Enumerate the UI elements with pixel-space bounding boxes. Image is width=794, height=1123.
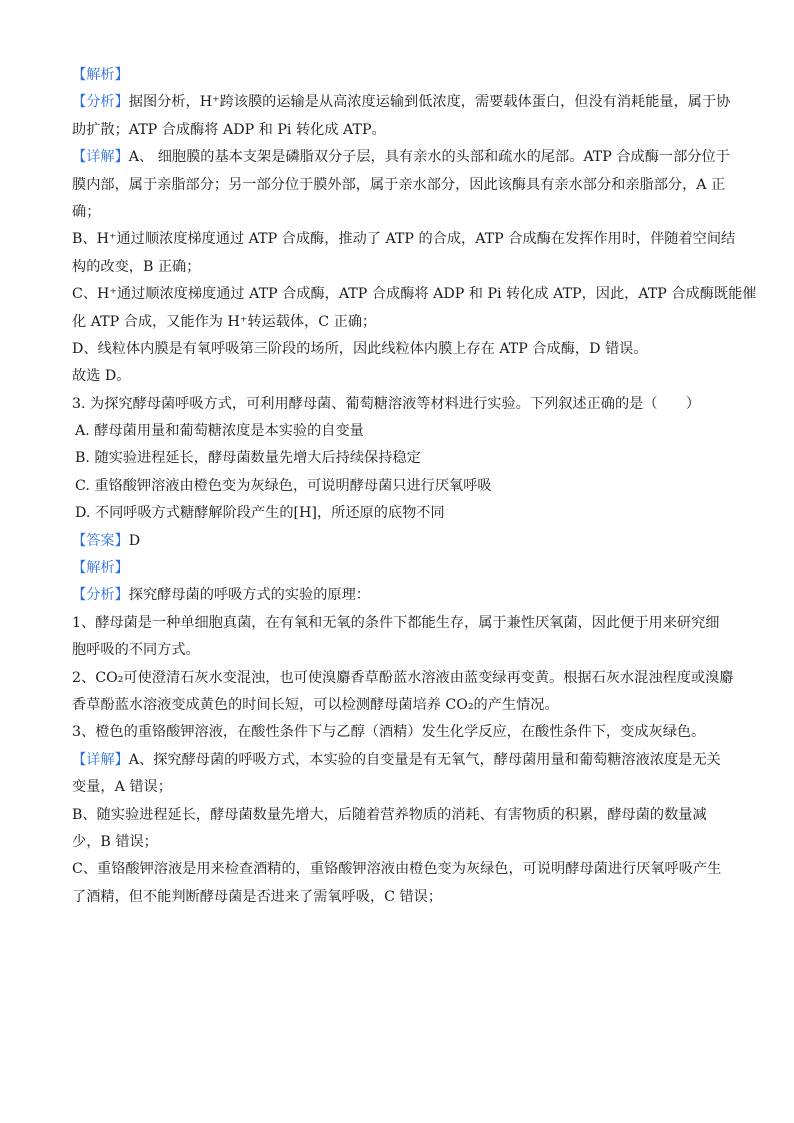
text-line	[72, 637, 722, 664]
line-text: A、探究酵母菌的呼吸方式，本实验的自变量是有无氧气，酵母菌用量和葡萄糖溶液浓度是无关	[128, 751, 721, 768]
choice-a	[72, 418, 722, 445]
text-line	[72, 719, 722, 746]
section-tag: 【解析】	[72, 560, 129, 577]
line-text: 3、橙色的重铬酸钾溶液，在酸性条件下与乙醇（酒精）发生化学反应，在酸性条件下，变成灰绿色。	[72, 724, 706, 741]
text-line	[72, 199, 722, 226]
line-text: 探究酵母菌的呼吸方式的实验的原理：	[128, 587, 370, 604]
line-text: 1、酵母菌是一种单细胞真菌，在有氧和无氧的条件下都能生存，属于兼性厌氧菌，因此便于用来研究细	[72, 614, 720, 631]
text-line	[72, 582, 722, 609]
section-tag: 【分析】	[72, 587, 129, 604]
text-line	[72, 884, 722, 911]
line-text: B、H⁺通过顺浓度梯度通过 ATP 合成酶，推动了 ATP 的合成，ATP 合成酶在发挥作用时，伴随着空间结	[72, 231, 736, 248]
text-line	[72, 336, 722, 363]
text-line	[72, 774, 722, 801]
line-text: C. 重铬酸钾溶液由橙色变为灰绿色，可说明酵母菌只进行厌氧呼吸	[75, 477, 492, 494]
line-text: 确；	[72, 203, 101, 220]
section-tag: 【解析】	[72, 67, 129, 83]
line-text: 故选 D。	[72, 368, 131, 385]
text-line	[72, 254, 722, 281]
line-text: A. 酵母菌用量和葡萄糖浓度是本实验的自变量	[75, 423, 364, 440]
text-line	[72, 117, 722, 144]
text-line	[72, 747, 722, 774]
line-text: 3. 为探究酵母菌呼吸方式，可利用酵母菌、葡萄糖溶液等材料进行实验。下列叙述正确的是（ ）	[72, 395, 701, 412]
line-text: 变量，A 错误；	[72, 779, 172, 796]
choice-c	[72, 473, 722, 500]
line-text: D、线粒体内膜是有氧呼吸第三阶段的场所，因此线粒体内膜上存在 ATP 合成酶，D 错误。	[72, 340, 648, 357]
text-line	[72, 89, 731, 116]
section-tag: 【分析】	[72, 94, 129, 111]
text-line	[72, 610, 722, 637]
section-tag: 【答案】	[72, 532, 129, 549]
text-line	[72, 62, 722, 89]
line-text: 香草酚蓝水溶液变成黄色的时间长短，可以检测酵母菌培养 CO₂的产生情况。	[72, 696, 559, 713]
line-text: 据图分析，H⁺跨该膜的运输是从高浓度运输到低浓度，需要载体蛋白，但没有消耗能量，属于协	[128, 94, 731, 111]
line-text: B. 随实验进程延长，酵母菌数量先增大后持续保持稳定	[75, 450, 421, 467]
text-line	[72, 829, 722, 856]
answer-line	[72, 528, 722, 555]
text-line	[72, 172, 726, 199]
line-text: 了酒精，但不能判断酵母菌是否进来了需氧呼吸，C 错误；	[72, 888, 443, 905]
line-text: 少，B 错误；	[72, 833, 158, 850]
text-line	[72, 555, 722, 582]
line-text: D	[128, 532, 141, 549]
line-text: 构的改变，B 正确；	[72, 258, 201, 275]
text-line	[72, 281, 757, 308]
choice-d	[72, 500, 722, 527]
line-text: C、重铬酸钾溶液是用来检查酒精的，重铬酸钾溶液由橙色变为灰绿色，可说明酵母菌进行厌氧呼吸产生	[72, 861, 722, 878]
text-line	[72, 665, 734, 692]
section-tag: 【详解】	[72, 751, 129, 768]
text-line	[72, 856, 722, 883]
line-text: A、 细胞膜的基本支架是磷脂双分子层，具有亲水的头部和疏水的尾部。ATP 合成酶一部分位于	[128, 149, 730, 166]
line-text: 2、CO₂可使澄清石灰水变混浊，也可使溴麝香草酚蓝水溶液由蓝变绿再变黄。根据石灰水混浊程度或溴麝	[72, 669, 734, 686]
line-text: 助扩散；ATP 合成酶将 ADP 和 Pi 转化成 ATP。	[72, 121, 386, 138]
line-text: B、随实验进程延长，酵母菌数量先增大，后随着营养物质的消耗、有害物质的积累，酵母菌的数量减	[72, 806, 707, 823]
question-stem	[72, 391, 722, 418]
text-line	[72, 226, 736, 253]
line-text: 化 ATP 合成，又能作为 H⁺转运载体，C 正确；	[72, 313, 377, 330]
text-line	[72, 692, 722, 719]
line-text: C、H⁺通过顺浓度梯度通过 ATP 合成酶，ATP 合成酶将 ADP 和 Pi 转化成 ATP，因此，ATP 合成酶既能催	[72, 286, 757, 303]
text-line	[72, 363, 722, 390]
text-line	[72, 144, 730, 171]
text-line	[72, 802, 722, 829]
line-text: 膜内部，属于亲脂部分；另一部分位于膜外部，属于亲水部分，因此该酶具有亲水部分和亲脂部分，A 正	[72, 176, 726, 193]
line-text: D. 不同呼吸方式糖酵解阶段产生的[H]，所还原的底物不同	[75, 505, 445, 522]
section-tag: 【详解】	[72, 149, 129, 166]
line-text: 胞呼吸的不同方式。	[72, 642, 200, 659]
choice-b	[72, 445, 722, 472]
document-page	[72, 62, 757, 911]
text-line	[72, 309, 722, 336]
